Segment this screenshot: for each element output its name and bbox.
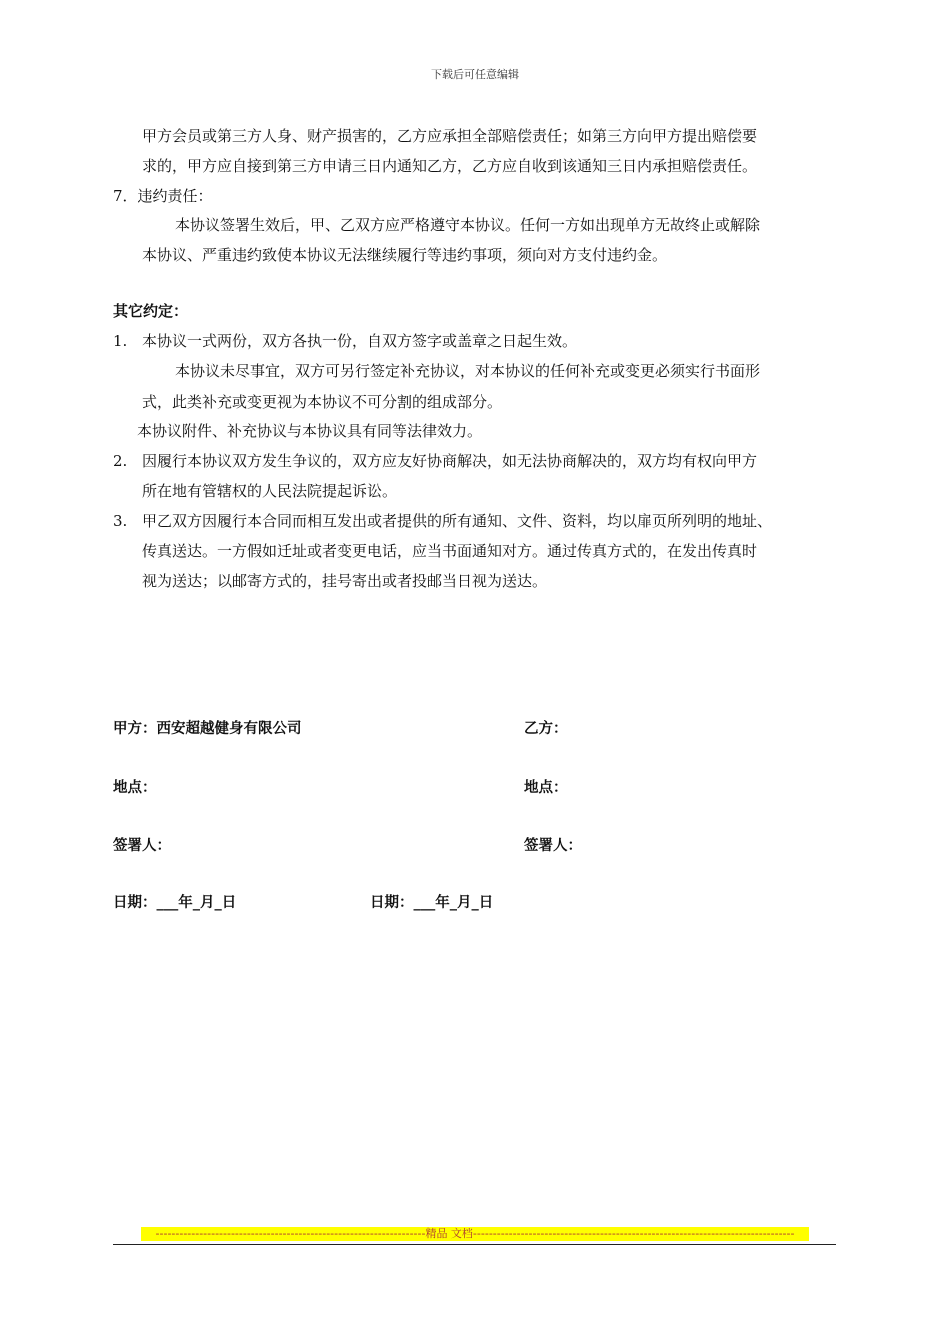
other-item1-line2: 本协议未尽事宜，双方可另行签定补充协议，对本协议的任何补充或变更必须实行书面形 (175, 362, 761, 380)
other-item1-line4: 本协议附件、补充协议与本协议具有同等法律效力。 (137, 422, 483, 440)
other-item1-number: 1. (113, 332, 128, 350)
item7-title: 7．违约责任： (113, 187, 213, 205)
party-a-signer: 签署人： (113, 838, 171, 854)
party-b-place: 地点： (524, 780, 568, 796)
party-a-label: 甲方：西安超越健身有限公司 (113, 721, 302, 737)
para1-line1: 甲方会员或第三方人身、财产损害的，乙方应承担全部赔偿责任；如第三方向甲方提出赔偿要 (142, 127, 758, 145)
other-item3-line2: 传真送达。一方假如迁址或者变更电话，应当书面通知对方。通过传真方式的，在发出传真时 (142, 542, 758, 560)
other-item2-line2: 所在地有管辖权的人民法院提起诉讼。 (142, 482, 398, 500)
item7-line1: 本协议签署生效后，甲、乙双方应严格遵守本协议。任何一方如出现单方无故终止或解除 (175, 216, 761, 234)
party-a-date: 日期：___年_月_日 (113, 895, 237, 911)
header-note: 下载后可任意编辑 (431, 68, 519, 81)
other-item3-number: 3. (113, 512, 128, 530)
item7-line2: 本协议、严重违约致使本协议无法继续履行等违约事项，须向对方支付违约金。 (142, 246, 668, 264)
footer-banner: --------------------------------------------------------------------精品 文档--------------------------------------------------------------------------------- (141, 1227, 809, 1241)
party-b-date: 日期：___年_月_日 (370, 895, 494, 911)
party-a-place: 地点： (113, 780, 157, 796)
para1-line2: 求的，甲方应自接到第三方申请三日内通知乙方，乙方应自收到该通知三日内承担赔偿责任。 (142, 157, 758, 175)
other-item1-line3: 式，此类补充或变更视为本协议不可分割的组成部分。 (142, 393, 503, 411)
party-b-label: 乙方： (524, 721, 568, 737)
other-item3-line3: 视为送达；以邮寄方式的，挂号寄出或者投邮当日视为送达。 (142, 572, 548, 590)
party-b-signer: 签署人： (524, 838, 582, 854)
other-item3-line1: 甲乙双方因履行本合同而相互发出或者提供的所有通知、文件、资料，均以扉页所列明的地址、 (142, 512, 773, 530)
footer-rule (113, 1244, 836, 1245)
other-item2-number: 2. (113, 452, 128, 470)
other-terms-title: 其它约定： (113, 302, 189, 320)
other-item2-line1: 因履行本协议双方发生争议的，双方应友好协商解决，如无法协商解决的，双方均有权向甲方 (142, 452, 758, 470)
other-item1-line1: 本协议一式两份，双方各执一份，自双方签字或盖章之日起生效。 (142, 332, 578, 350)
